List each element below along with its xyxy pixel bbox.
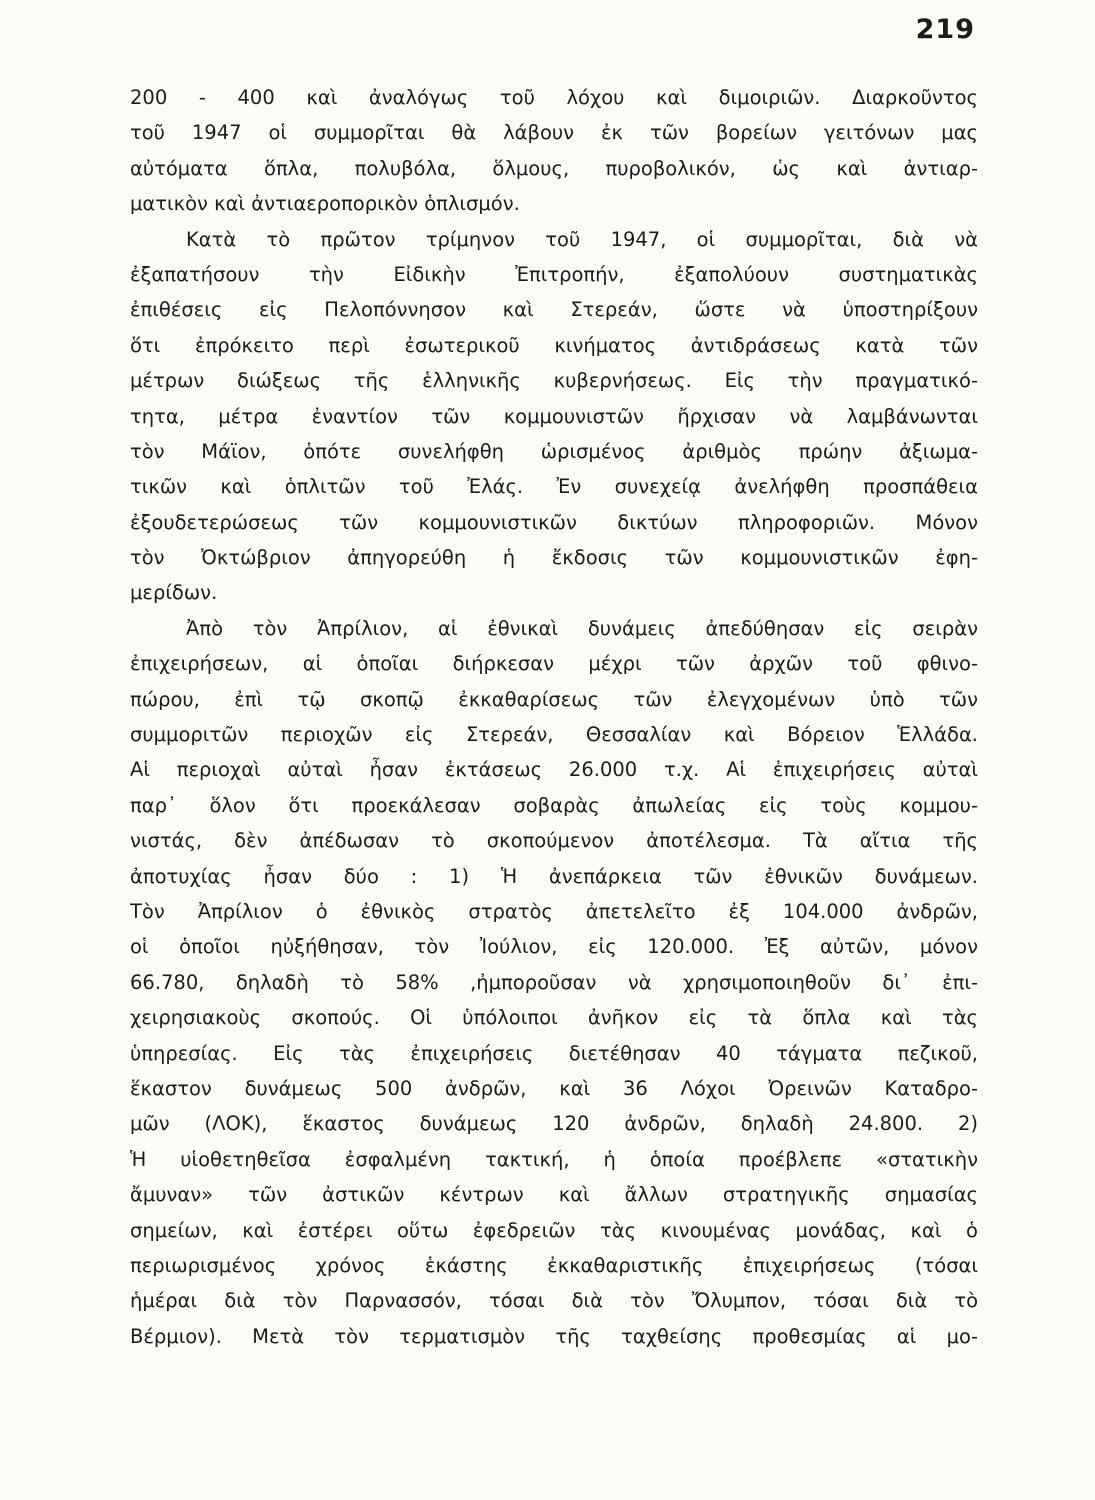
text-line: Αἱ περιοχαὶ αὐταὶ ἦσαν ἐκτάσεως 26.000 τ.χ. Αἱ ἐπιχειρήσεις αὐταὶ bbox=[130, 758, 978, 782]
text-line: τικῶν καὶ ὁπλιτῶν τοῦ Ἐλάς. Ἐν συνεχείᾳ ἀνελήφθη προσπάθεια bbox=[130, 475, 978, 499]
text-line: ἕκαστον δυνάμεως 500 ἀνδρῶν, καὶ 36 Λόχοι Ὀρεινῶν Καταδρο- bbox=[130, 1076, 978, 1100]
text-line: ἐπιχειρήσεων, αἱ ὁποῖαι διήρκεσαν μέχρι τῶν ἀρχῶν τοῦ φθινο- bbox=[130, 652, 978, 676]
text-line: μῶν (ΛΟΚ), ἕκαστος δυνάμεως 120 ἀνδρῶν, δηλαδὴ 24.800. 2) bbox=[130, 1112, 978, 1136]
text-line: τὸν Μάϊον, ὁπότε συνελήφθη ὡρισμένος ἀριθμὸς πρώην ἀξιωμα- bbox=[130, 439, 978, 463]
text-line: ὅτι ἐπρόκειτο περὶ ἐσωτερικοῦ κινήματος ἀντιδράσεως κατὰ τῶν bbox=[130, 333, 978, 357]
body-text bbox=[130, 80, 978, 1354]
text-line: μέτρων διώξεως τῆς ἑλληνικῆς κυβερνήσεως. Εἰς τὴν πραγματικό- bbox=[130, 369, 978, 393]
text-line: 66.780, δηλαδὴ τὸ 58% ,ἠμποροῦσαν νὰ χρησιμοποιηθοῦν δι᾽ ἐπι- bbox=[130, 970, 978, 994]
text-line: περιωρισμένος χρόνος ἑκάστης ἐκκαθαριστικῆς ἐπιχειρήσεως (τόσαι bbox=[130, 1253, 978, 1277]
text-line: Βέρμιον). Μετὰ τὸν τερματισμὸν τῆς ταχθείσης προθεσμίας αἱ μο- bbox=[130, 1324, 978, 1348]
text-line: ἐξουδετερώσεως τῶν κομμουνιστικῶν δικτύων πληροφοριῶν. Μόνον bbox=[130, 510, 978, 534]
text-line: 200 - 400 καὶ ἀναλόγως τοῦ λόχου καὶ διμοιριῶν. Διαρκοῦντος bbox=[130, 86, 978, 109]
text-line: ἀποτυχίας ἦσαν δύο : 1) Ἡ ἀνεπάρκεια τῶν ἐθνικῶν δυνάμεων. bbox=[130, 864, 978, 888]
text-line: ἐπιθέσεις εἰς Πελοπόννησον καὶ Στερεάν, ὥστε νὰ ὑποστηρίξουν bbox=[130, 298, 978, 322]
text-line: αὐτόματα ὅπλα, πολυβόλα, ὅλμους, πυροβολικόν, ὡς καὶ ἀντιαρ- bbox=[130, 156, 978, 180]
text-line: ὑπηρεσίας. Εἰς τὰς ἐπιχειρήσεις διετέθησαν 40 τάγματα πεζικοῦ, bbox=[130, 1041, 978, 1065]
text-line: Ἡ υἱοθετηθεῖσα ἐσφαλμένη τακτική, ἡ ὁποία προέβλεπε «στατικὴν bbox=[130, 1147, 978, 1171]
text-line: παρ᾽ ὅλον ὅτι προεκάλεσαν σοβαρὰς ἀπωλείας εἰς τοὺς κομμου- bbox=[130, 793, 978, 817]
text-line: ἐξαπατήσουν τὴν Εἰδικὴν Ἐπιτροπήν, ἐξαπολύουν συστηματικὰς bbox=[130, 262, 978, 286]
text-line: πώρου, ἐπὶ τῷ σκοπῷ ἐκκαθαρίσεως τῶν ἐλεγχομένων ὑπὸ τῶν bbox=[130, 687, 978, 711]
text-line: ἡμέραι διὰ τὸν Παρνασσόν, τόσαι διὰ τὸν Ὄλυμπον, τόσαι διὰ τὸ bbox=[130, 1289, 978, 1313]
text-line: νιστάς, δὲν ἀπέδωσαν τὸ σκοπούμενον ἀποτέλεσμα. Τὰ αἴτια τῆς bbox=[130, 829, 978, 853]
text-line: οἱ ὁποῖοι ηὐξήθησαν, τὸν Ἰούλιον, εἰς 120.000. Ἐξ αὐτῶν, μόνον bbox=[130, 935, 978, 959]
text-line: ματικὸν καὶ ἀντιαεροπορικὸν ὁπλισμόν. bbox=[130, 192, 520, 216]
page-number: 219 bbox=[915, 14, 975, 45]
text-line: μερίδων. bbox=[130, 581, 218, 605]
text-line: Τὸν Ἀπρίλιον ὁ ἐθνικὸς στρατὸς ἀπετελεῖτο ἐξ 104.000 ἀνδρῶν, bbox=[130, 899, 978, 923]
text-line: Κατὰ τὸ πρῶτον τρίμηνον τοῦ 1947, οἱ συμμορῖται, διὰ νὰ bbox=[186, 227, 978, 251]
text-line: σημείων, καὶ ἐστέρει οὕτω ἐφεδρειῶν τὰς κινουμένας μονάδας, καὶ ὁ bbox=[130, 1218, 978, 1242]
text-line: ἄμυναν» τῶν ἀστικῶν κέντρων καὶ ἄλλων στρατηγικῆς σημασίας bbox=[130, 1183, 978, 1207]
text-line: τὸν Ὀκτώβριον ἀπηγορεύθη ἡ ἔκδοσις τῶν κομμουνιστικῶν ἐφη- bbox=[130, 546, 978, 570]
text-line: Ἀπὸ τὸν Ἀπρίλιον, αἱ ἐθνικαὶ δυνάμεις ἀπεδύθησαν εἰς σειρὰν bbox=[186, 616, 978, 640]
text-line: τητα, μέτρα ἐναντίον τῶν κομμουνιστῶν ἤρχισαν νὰ λαμβάνωνται bbox=[130, 404, 978, 428]
text-line: χειρησιακοὺς σκοπούς. Οἱ ὑπόλοιποι ἀνῆκον εἰς τὰ ὅπλα καὶ τὰς bbox=[130, 1006, 978, 1030]
text-line: συμμοριτῶν περιοχῶν εἰς Στερεάν, Θεσσαλίαν καὶ Βόρειον Ἑλλάδα. bbox=[130, 723, 978, 747]
text-line: τοῦ 1947 οἱ συμμορῖται θὰ λάβουν ἐκ τῶν βορείων γειτόνων μας bbox=[130, 121, 978, 145]
